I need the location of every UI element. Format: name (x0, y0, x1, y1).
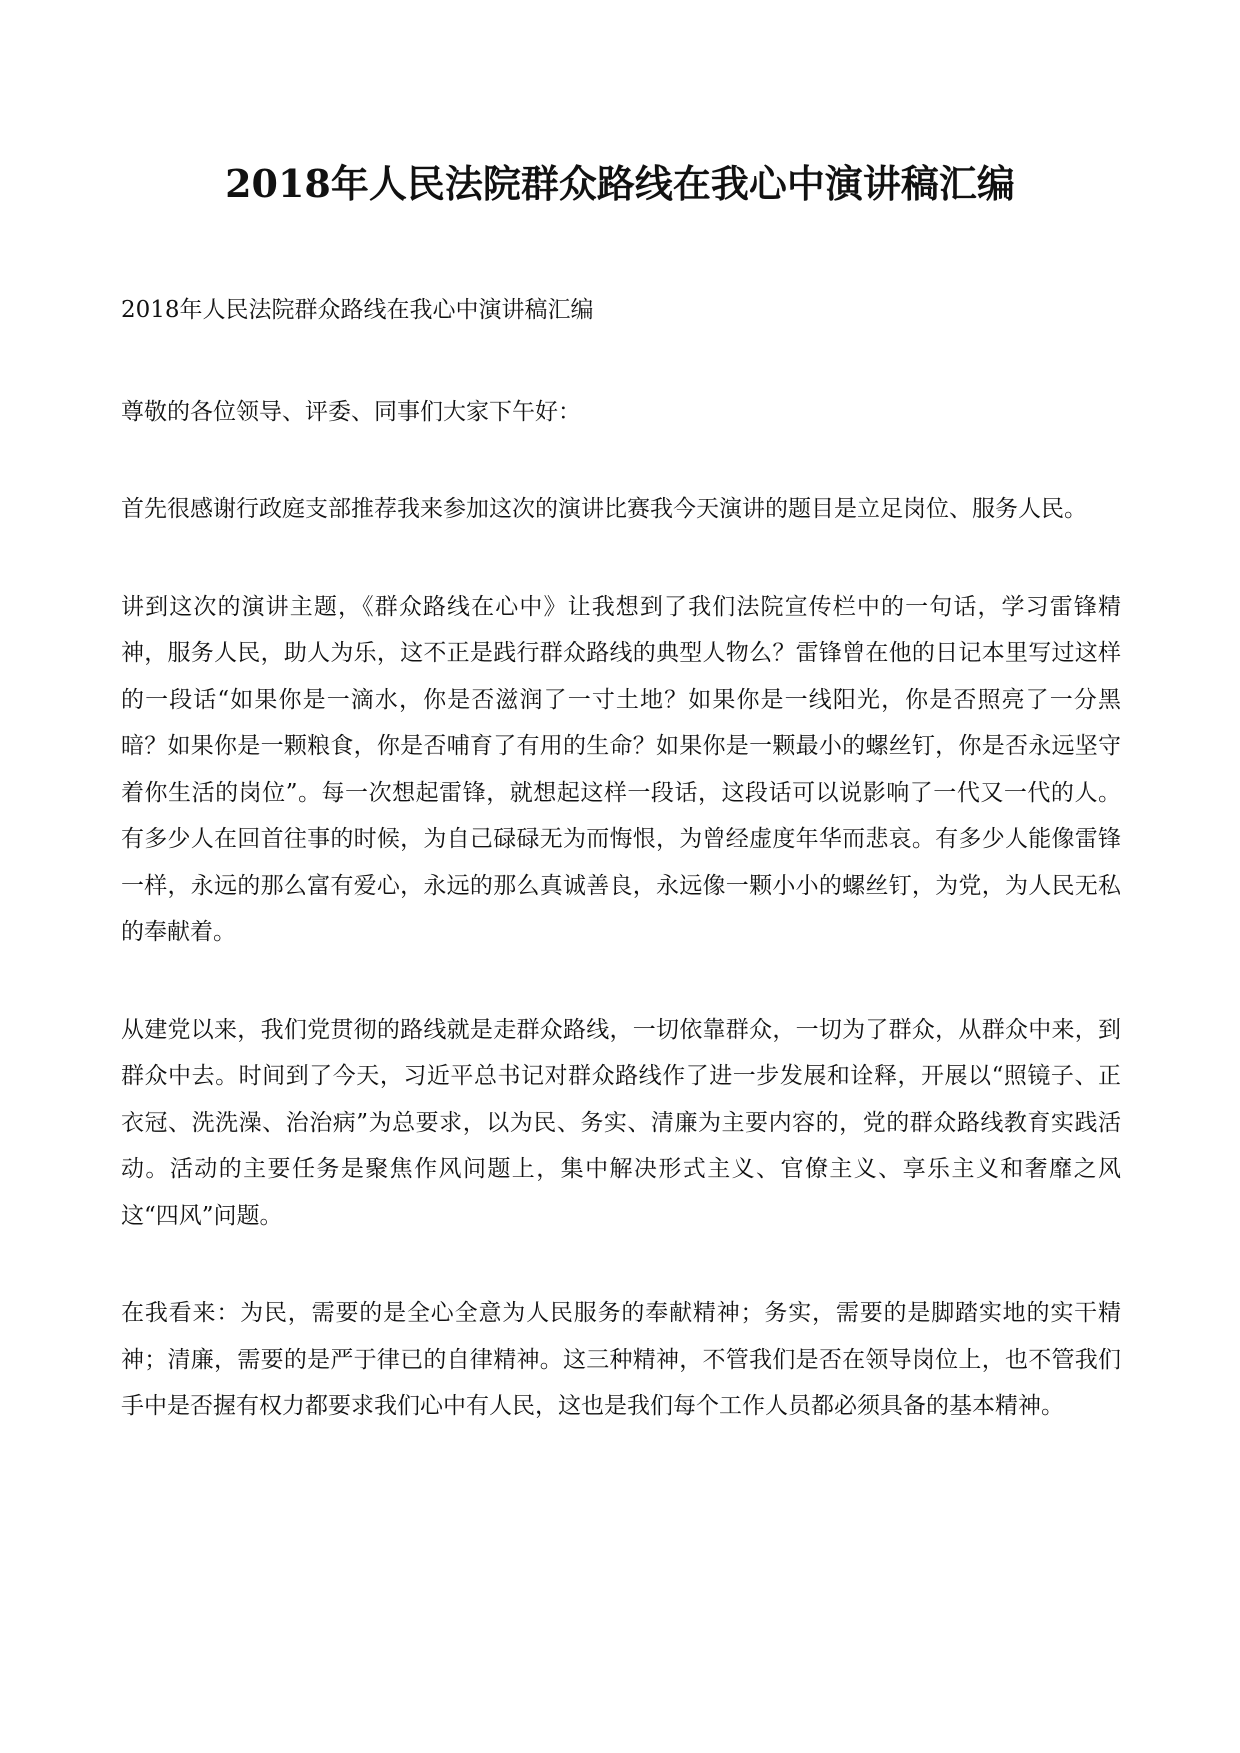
paragraph: 讲到这次的演讲主题，《群众路线在心中》让我想到了我们法院宣传栏中的一句话，学习雷锋精神，服务人民，助人为乐，这不正是践行群众路线的典型人物么？雷锋曾在他的日记本里写过这样的一段话“如果你是一滴水，你是否滋润了一寸土地？如果你是一线阳光，你是否照亮了一分黑暗？如果你是一颗粮食，你是否哺育了有用的生命？如果你是一颗最小的螺丝钉，你是否永远坚守着你生活的岗位”。每一次想起雷锋，就想起这样一段话，这段话可以说影响了一代又一代的人。有多少人在回首往事的时候，为自己碌碌无为而悔恨，为曾经虚度年华而悲哀。有多少人能像雷锋一样，永远的那么富有爱心，永远的那么真诚善良，永远像一颗小小的螺丝钉，为党，为人民无私的奉献着。 (121, 593, 1121, 945)
paragraph: 首先很感谢行政庭支部推荐我来参加这次的演讲比赛我今天演讲的题目是立足岗位、服务人民。 (121, 496, 1087, 522)
document-title: 2018年人民法院群众路线在我心中演讲稿汇编 (225, 161, 1015, 206)
paragraph-subtitle: 2018年人民法院群众路线在我心中演讲稿汇编 (121, 297, 594, 323)
document-body (121, 287, 1121, 1481)
paragraph-greeting: 尊敬的各位领导、评委、同事们大家下午好： (121, 398, 581, 425)
paragraph: 在我看来：为民，需要的是全心全意为人民服务的奉献精神；务实，需要的是脚踏实地的实干精神；清廉，需要的是严于律已的自律精神。这三种精神，不管我们是否在领导岗位上，也不管我们手中是否握有权力都要求我们心中有人民，这也是我们每个工作人员都必须具备的基本精神。 (121, 1300, 1121, 1419)
paragraph: 从建党以来，我们党贯彻的路线就是走群众路线，一切依靠群众，一切为了群众，从群众中来，到群众中去。时间到了今天，习近平总书记对群众路线作了进一步发展和诠释，开展以“照镜子、正衣冠、洗洗澡、治治病”为总要求，以为民、务实、清廉为主要内容的，党的群众路线教育实践活动。活动的主要任务是聚焦作风问题上，集中解决形式主义、官僚主义、享乐主义和奢靡之风这“四风”问题。 (121, 1016, 1121, 1229)
